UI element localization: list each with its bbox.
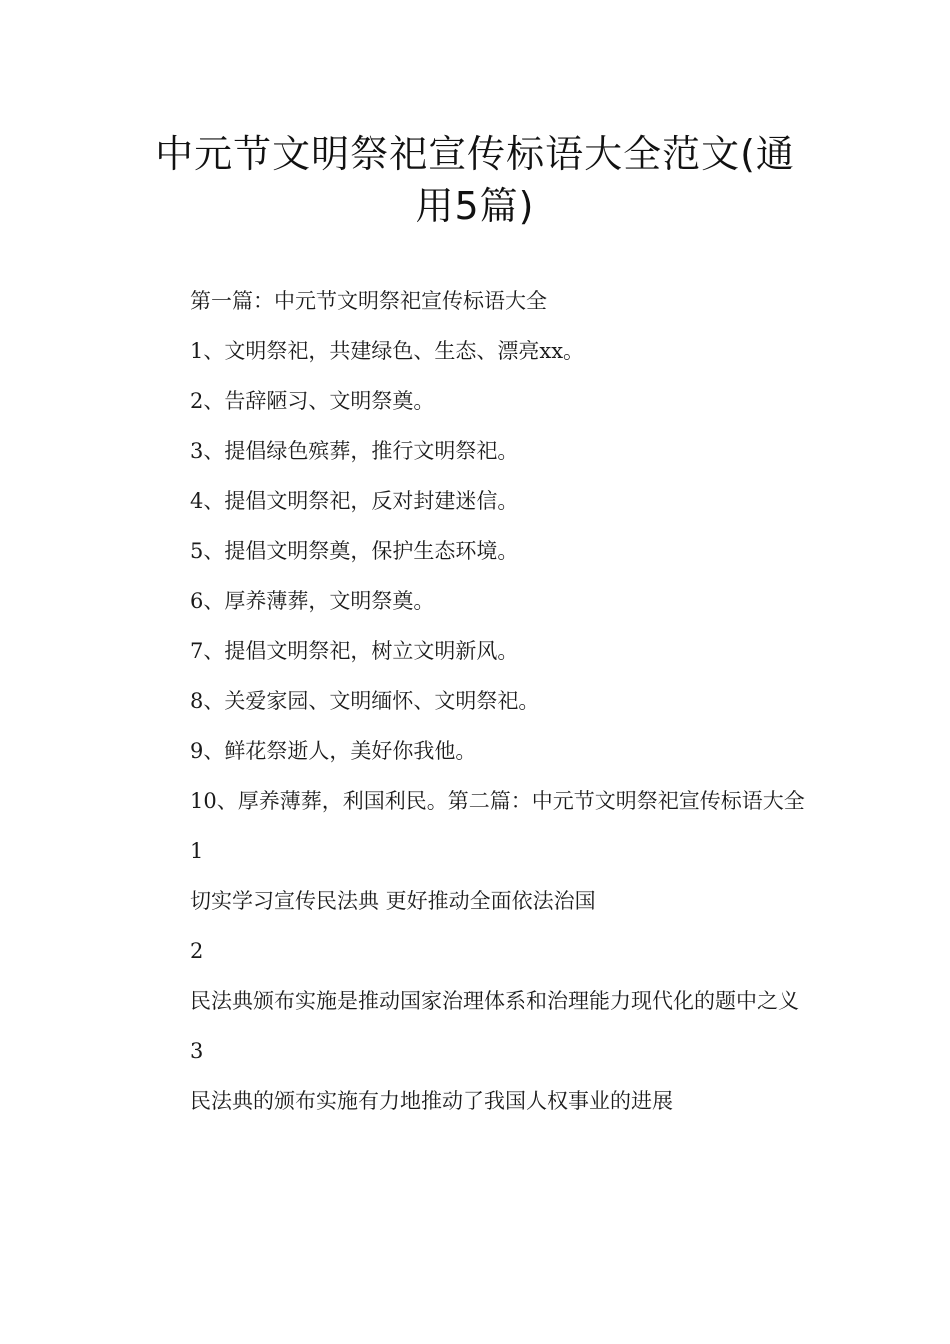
slogan-item: 2、告辞陋习、文明祭奠。 [190, 389, 435, 413]
slogan-item: 切实学习宣传民法典 更好推动全面依法治国 [190, 889, 596, 913]
slogan-item: 10、厚养薄葬，利国利民。第二篇：中元节文明祭祀宣传标语大全 [190, 789, 805, 813]
slogan-item: 8、关爱家园、文明缅怀、文明祭祀。 [190, 689, 540, 713]
slogan-item: 7、提倡文明祭祀，树立文明新风。 [190, 639, 519, 663]
slogan-item: 9、鲜花祭逝人，美好你我他。 [190, 739, 477, 763]
item-number: 2 [190, 939, 204, 963]
item-number: 3 [190, 1039, 204, 1063]
slogan-item: 6、厚养薄葬，文明祭奠。 [190, 589, 435, 613]
slogan-item: 民法典颁布实施是推动国家治理体系和治理能力现代化的题中之义 [190, 989, 799, 1013]
section-heading: 第一篇：中元节文明祭祀宣传标语大全 [190, 289, 547, 313]
item-number: 1 [190, 839, 204, 863]
slogan-item: 民法典的颁布实施有力地推动了我国人权事业的进展 [190, 1089, 673, 1113]
slogan-item: 5、提倡文明祭奠，保护生态环境。 [190, 539, 519, 563]
slogan-item: 3、提倡绿色殡葬，推行文明祭祀。 [190, 439, 519, 463]
slogan-item: 1、文明祭祀，共建绿色、生态、漂亮xx。 [190, 339, 585, 363]
slogan-item: 4、提倡文明祭祀，反对封建迷信。 [190, 489, 519, 513]
document-title: 中元节文明祭祀宣传标语大全范文(通用5篇) [155, 132, 795, 228]
document-body [145, 276, 810, 1126]
